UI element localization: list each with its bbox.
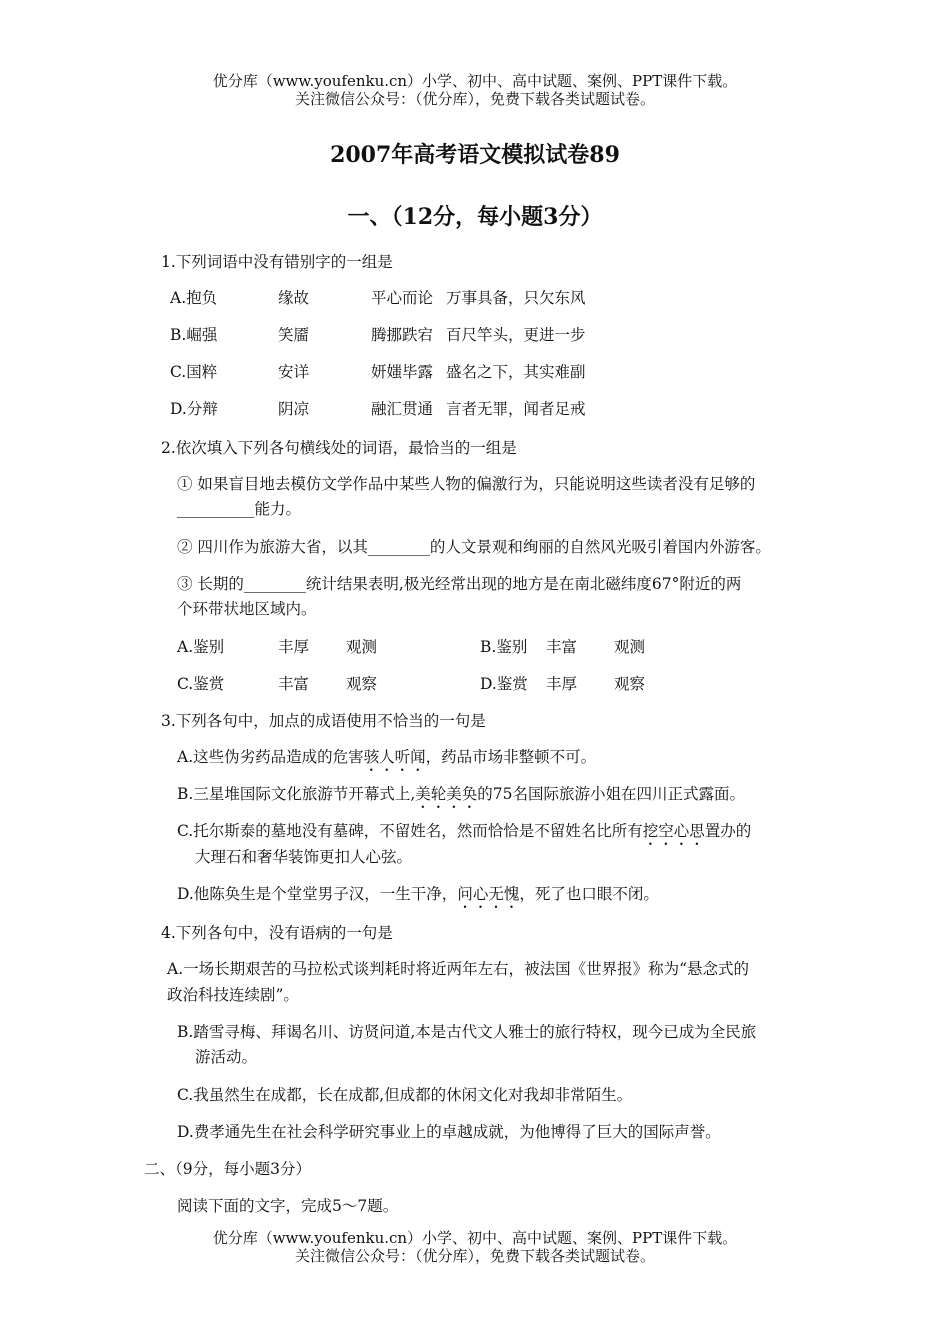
- q2-c-word-1: C.鉴赏: [177, 675, 225, 693]
- q3-d-pre: D.他陈奂生是个堂堂男子汉，一生干净，: [177, 885, 458, 903]
- q1-b-word-1: B.崛强: [170, 326, 218, 344]
- q3-option-b: [177, 783, 745, 812]
- q3-d-dotted-idiom: 问心无愧: [457, 885, 520, 903]
- header-line-1: 优分库（www.youfenku.cn）小学、初中、高中试题、案例、PPT课件下载。: [212, 72, 738, 90]
- section-2-heading: 二、（9分，每小题3分）: [144, 1160, 311, 1178]
- q2-a-word-1: A.鉴别: [177, 638, 225, 656]
- q1-c-word-4: 盛名之下，其实难副: [446, 363, 586, 381]
- q4-stem: 4.下列各句中，没有语病的一句是: [161, 924, 393, 942]
- q1-d-word-1: D.分辩: [170, 400, 218, 418]
- q1-a-word-1: A.抱负: [170, 289, 218, 307]
- section-1-heading: 一、（12分，每小题3分）: [347, 204, 603, 230]
- q2-b-word-3: 观测: [614, 638, 646, 656]
- q3-option-c-cont: 大理石和奢华装饰更扣人心弦。: [195, 848, 413, 866]
- q3-c-post: 置办的: [704, 822, 752, 840]
- q3-c-pre: C.托尔斯泰的墓地没有墓碑，不留姓名，然而恰恰是不留姓名比所有: [177, 822, 643, 840]
- q2-sentence-1b: __________能力。: [177, 500, 302, 518]
- q3-b-pre: B.三星堆国际文化旅游节开幕式上,: [177, 785, 416, 803]
- q1-d-word-2: 阴凉: [278, 400, 310, 418]
- q2-b-word-1: B.鉴别: [480, 638, 528, 656]
- q3-b-dotted-idiom: 美轮美奂: [415, 785, 478, 803]
- footer-line-1: 优分库（www.youfenku.cn）小学、初中、高中试题、案例、PPT课件下载。: [212, 1229, 738, 1247]
- q3-b-post: 的75名国际旅游小姐在四川正式露面。: [477, 785, 745, 803]
- q2-sentence-3a: ③ 长期的________统计结果表明,极光经常出现的地方是在南北磁纬度67°附近的两: [177, 575, 742, 593]
- q2-sentence-1a: ① 如果盲目地去模仿文学作品中某些人物的偏激行为，只能说明这些读者没有足够的: [177, 475, 756, 493]
- q2-c-word-2: 丰富: [278, 675, 310, 693]
- q2-d-word-2: 丰厚: [546, 675, 578, 693]
- q1-b-word-3: 腾挪跌宕: [371, 326, 434, 344]
- q4-option-c: C.我虽然生在成都，长在成都,但成都的休闲文化对我却非常陌生。: [177, 1086, 633, 1104]
- q2-a-word-2: 丰厚: [278, 638, 310, 656]
- q1-stem: 1.下列词语中没有错别字的一组是: [161, 253, 393, 271]
- q3-option-a: [177, 746, 596, 775]
- q4-option-b-2: 游活动。: [195, 1048, 258, 1066]
- q4-option-a-2: 政治科技连续剧”。: [167, 986, 299, 1004]
- q1-a-word-3: 平心而论: [371, 289, 434, 307]
- q1-d-word-3: 融汇贯通: [371, 400, 434, 418]
- q3-stem: 3.下列各句中，加点的成语使用不恰当的一句是: [161, 712, 486, 730]
- header-line-2: 关注微信公众号：（优分库），免费下载各类试题试卷。: [294, 90, 655, 108]
- q1-c-word-2: 安详: [278, 363, 310, 381]
- footer-line-2: 关注微信公众号：（优分库），免费下载各类试题试卷。: [294, 1247, 655, 1265]
- q2-b-word-2: 丰富: [546, 638, 578, 656]
- q2-sentence-2: ② 四川作为旅游大省，以其________的人文景观和绚丽的自然风光吸引着国内外游客。: [177, 538, 771, 556]
- q3-a-dotted-idiom: 骇人听闻: [363, 748, 426, 766]
- q1-b-word-2: 笑靥: [278, 326, 310, 344]
- q1-c-word-3: 妍媸毕露: [371, 363, 434, 381]
- q1-d-word-4: 言者无罪，闻者足戒: [446, 400, 586, 418]
- q2-sentence-3b: 个环带状地区域内。: [177, 600, 317, 618]
- q1-c-word-1: C.国粹: [170, 363, 218, 381]
- q3-c-dotted-idiom: 挖空心思: [642, 822, 705, 840]
- q3-a-pre: A.这些伪劣药品造成的危害: [177, 748, 364, 766]
- q2-d-word-1: D.鉴赏: [480, 675, 528, 693]
- q2-d-word-3: 观察: [614, 675, 646, 693]
- q2-c-word-3: 观察: [346, 675, 378, 693]
- q1-a-word-4: 万事具备，只欠东风: [446, 289, 586, 307]
- q3-option-d: [177, 883, 659, 912]
- q4-option-d: D.费孝通先生在社会科学研究事业上的卓越成就，为他博得了巨大的国际声誉。: [177, 1123, 721, 1141]
- q4-option-a-1: A.一场长期艰苦的马拉松式谈判耗时将近两年左右，被法国《世界报》称为“悬念式的: [167, 960, 750, 978]
- q1-a-word-2: 缘故: [278, 289, 310, 307]
- q3-d-post: ，死了也口眼不闭。: [519, 885, 659, 903]
- exam-title: 2007年高考语文模拟试卷89: [330, 142, 620, 168]
- q3-option-c: [177, 820, 751, 849]
- section-2-instruction: 阅读下面的文字，完成5～7题。: [177, 1197, 399, 1215]
- q2-stem: 2.依次填入下列各句横线处的词语，最恰当的一组是: [161, 439, 517, 457]
- q1-b-word-4: 百尺竿头，更进一步: [446, 326, 586, 344]
- q4-option-b-1: B.踏雪寻梅、拜谒名川、访贤问道,本是古代文人雅士的旅行特权，现今已成为全民旅: [177, 1023, 757, 1041]
- q2-a-word-3: 观测: [346, 638, 378, 656]
- q3-a-post: ，药品市场非整顿不可。: [425, 748, 597, 766]
